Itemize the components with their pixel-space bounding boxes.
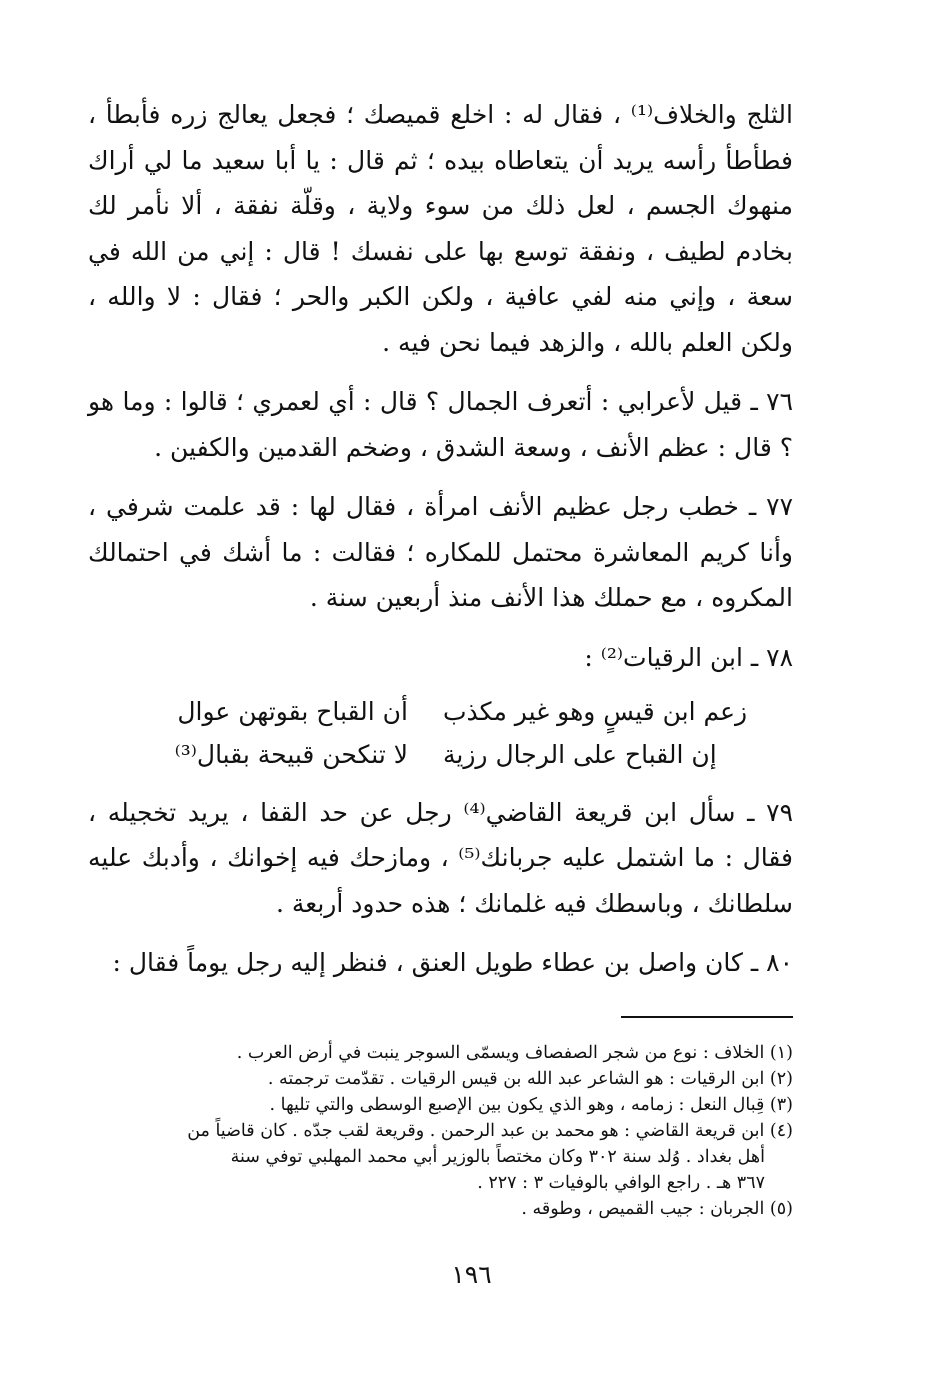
footnote-divider <box>621 1016 793 1018</box>
footnote-5: (٥) الجربان : جيب القميص ، وطوقه . <box>521 1198 793 1219</box>
page-number: ١٩٦ <box>451 1260 492 1289</box>
footnote-2: (٢) ابن الرقيات : هو الشاعر عبد الله بن قيس الرقيات . تقدّمت ترجمته . <box>267 1068 793 1089</box>
footnote-4-continuation: أهل بغداد . وُلد سنة ٣٠٢ وكان مختصاً بالوزير أبي محمد المهلبي توفي سنة <box>230 1146 765 1167</box>
footnote-1: (١) الخلاف : نوع من شجر الصفصاف ويسمّى السوجر ينبت في أرض العرب . <box>236 1042 793 1063</box>
footnotes <box>88 1040 793 1222</box>
footnote-3: (٣) قِبال النعل : زمامه ، وهو الذي يكون بين الإصبع الوسطى والتي تليها . <box>269 1094 793 1115</box>
verse-2-second-hemistich: لا تنكحن قبيحة بقبال⁽³⁾ <box>174 739 408 769</box>
footnote-4-continuation-2: ٣٦٧ هـ . راجع الوافي بالوفيات ٣ : ٢٢٧ . <box>477 1172 765 1193</box>
paragraph-continuation: الثلج والخلاف⁽¹⁾ ، فقال له : اخلع قميصك ؛ فجعل يعالج زره فأبطأ ، فطأطأ رأسه يريد أن يتعاطاه بيده ؛ ثم قال : يا أبا سعيد ما لي أراك منهوك الجسم ، لعل ذلك من سوء ولاية ، وقلّة نفقة ، ألا نأمر لك بخادم لطيف ، ونفقة توسع بها على نفسك ! قال : إني من الله في سعة ، وإني منه لفي عافية ، ولكن الكبر والحر ؛ فقال : لا والله ، ولكن العلم بالله ، والزهد فيما نحن فيه . <box>88 100 793 357</box>
page-body <box>88 92 793 1222</box>
paragraph-80: ٨٠ ـ كان واصل بن عطاء طويل العنق ، فنظر إليه رجل يوماً فقال : <box>112 948 793 977</box>
poem-verse-2 <box>88 733 793 776</box>
footnote-4: (٤) ابن قريعة القاضي : هو محمد بن عبد الرحمن . وقريعة لقب جدّه . كان قاضياً من <box>187 1120 793 1141</box>
verse-1-second-hemistich: أن القباح بقوتهن عوال <box>177 696 408 726</box>
poem-verse-1 <box>88 690 793 733</box>
verse-1-first-hemistich: زعم ابن قيسٍ وهو غير مكذب <box>443 696 748 726</box>
verse-2-first-hemistich: إن القباح على الرجال رزية <box>443 739 717 769</box>
paragraph-76: ٧٦ ـ قيل لأعرابي : أتعرف الجمال ؟ قال : أي لعمري ؛ قالوا : وما هو ؟ قال : عظم الأنف ، وسعة الشدق ، وضخم القدمين والكفين . <box>88 387 793 462</box>
paragraph-77: ٧٧ ـ خطب رجل عظيم الأنف امرأة ، فقال لها : قد علمت شرفي ، وأنا كريم المعاشرة محتمل للمكاره ؛ فقالت : ما أشك في احتمالك المكروه ، مع حملك هذا الأنف منذ أربعين سنة . <box>88 492 793 612</box>
poem <box>88 690 793 776</box>
paragraph-79: ٧٩ ـ سأل ابن قريعة القاضي⁽⁴⁾ رجل عن حد القفا ، يريد تخجيله ، فقال : ما اشتمل عليه جربانك⁽⁵⁾ ، ومازحك فيه إخوانك ، وأدبك عليه سلطانك ، وباسطك فيه غلمانك ؛ هذه حدود أربعة . <box>88 797 793 918</box>
paragraph-78-heading: ٧٨ ـ ابن الرقيات⁽²⁾ : <box>584 642 793 672</box>
